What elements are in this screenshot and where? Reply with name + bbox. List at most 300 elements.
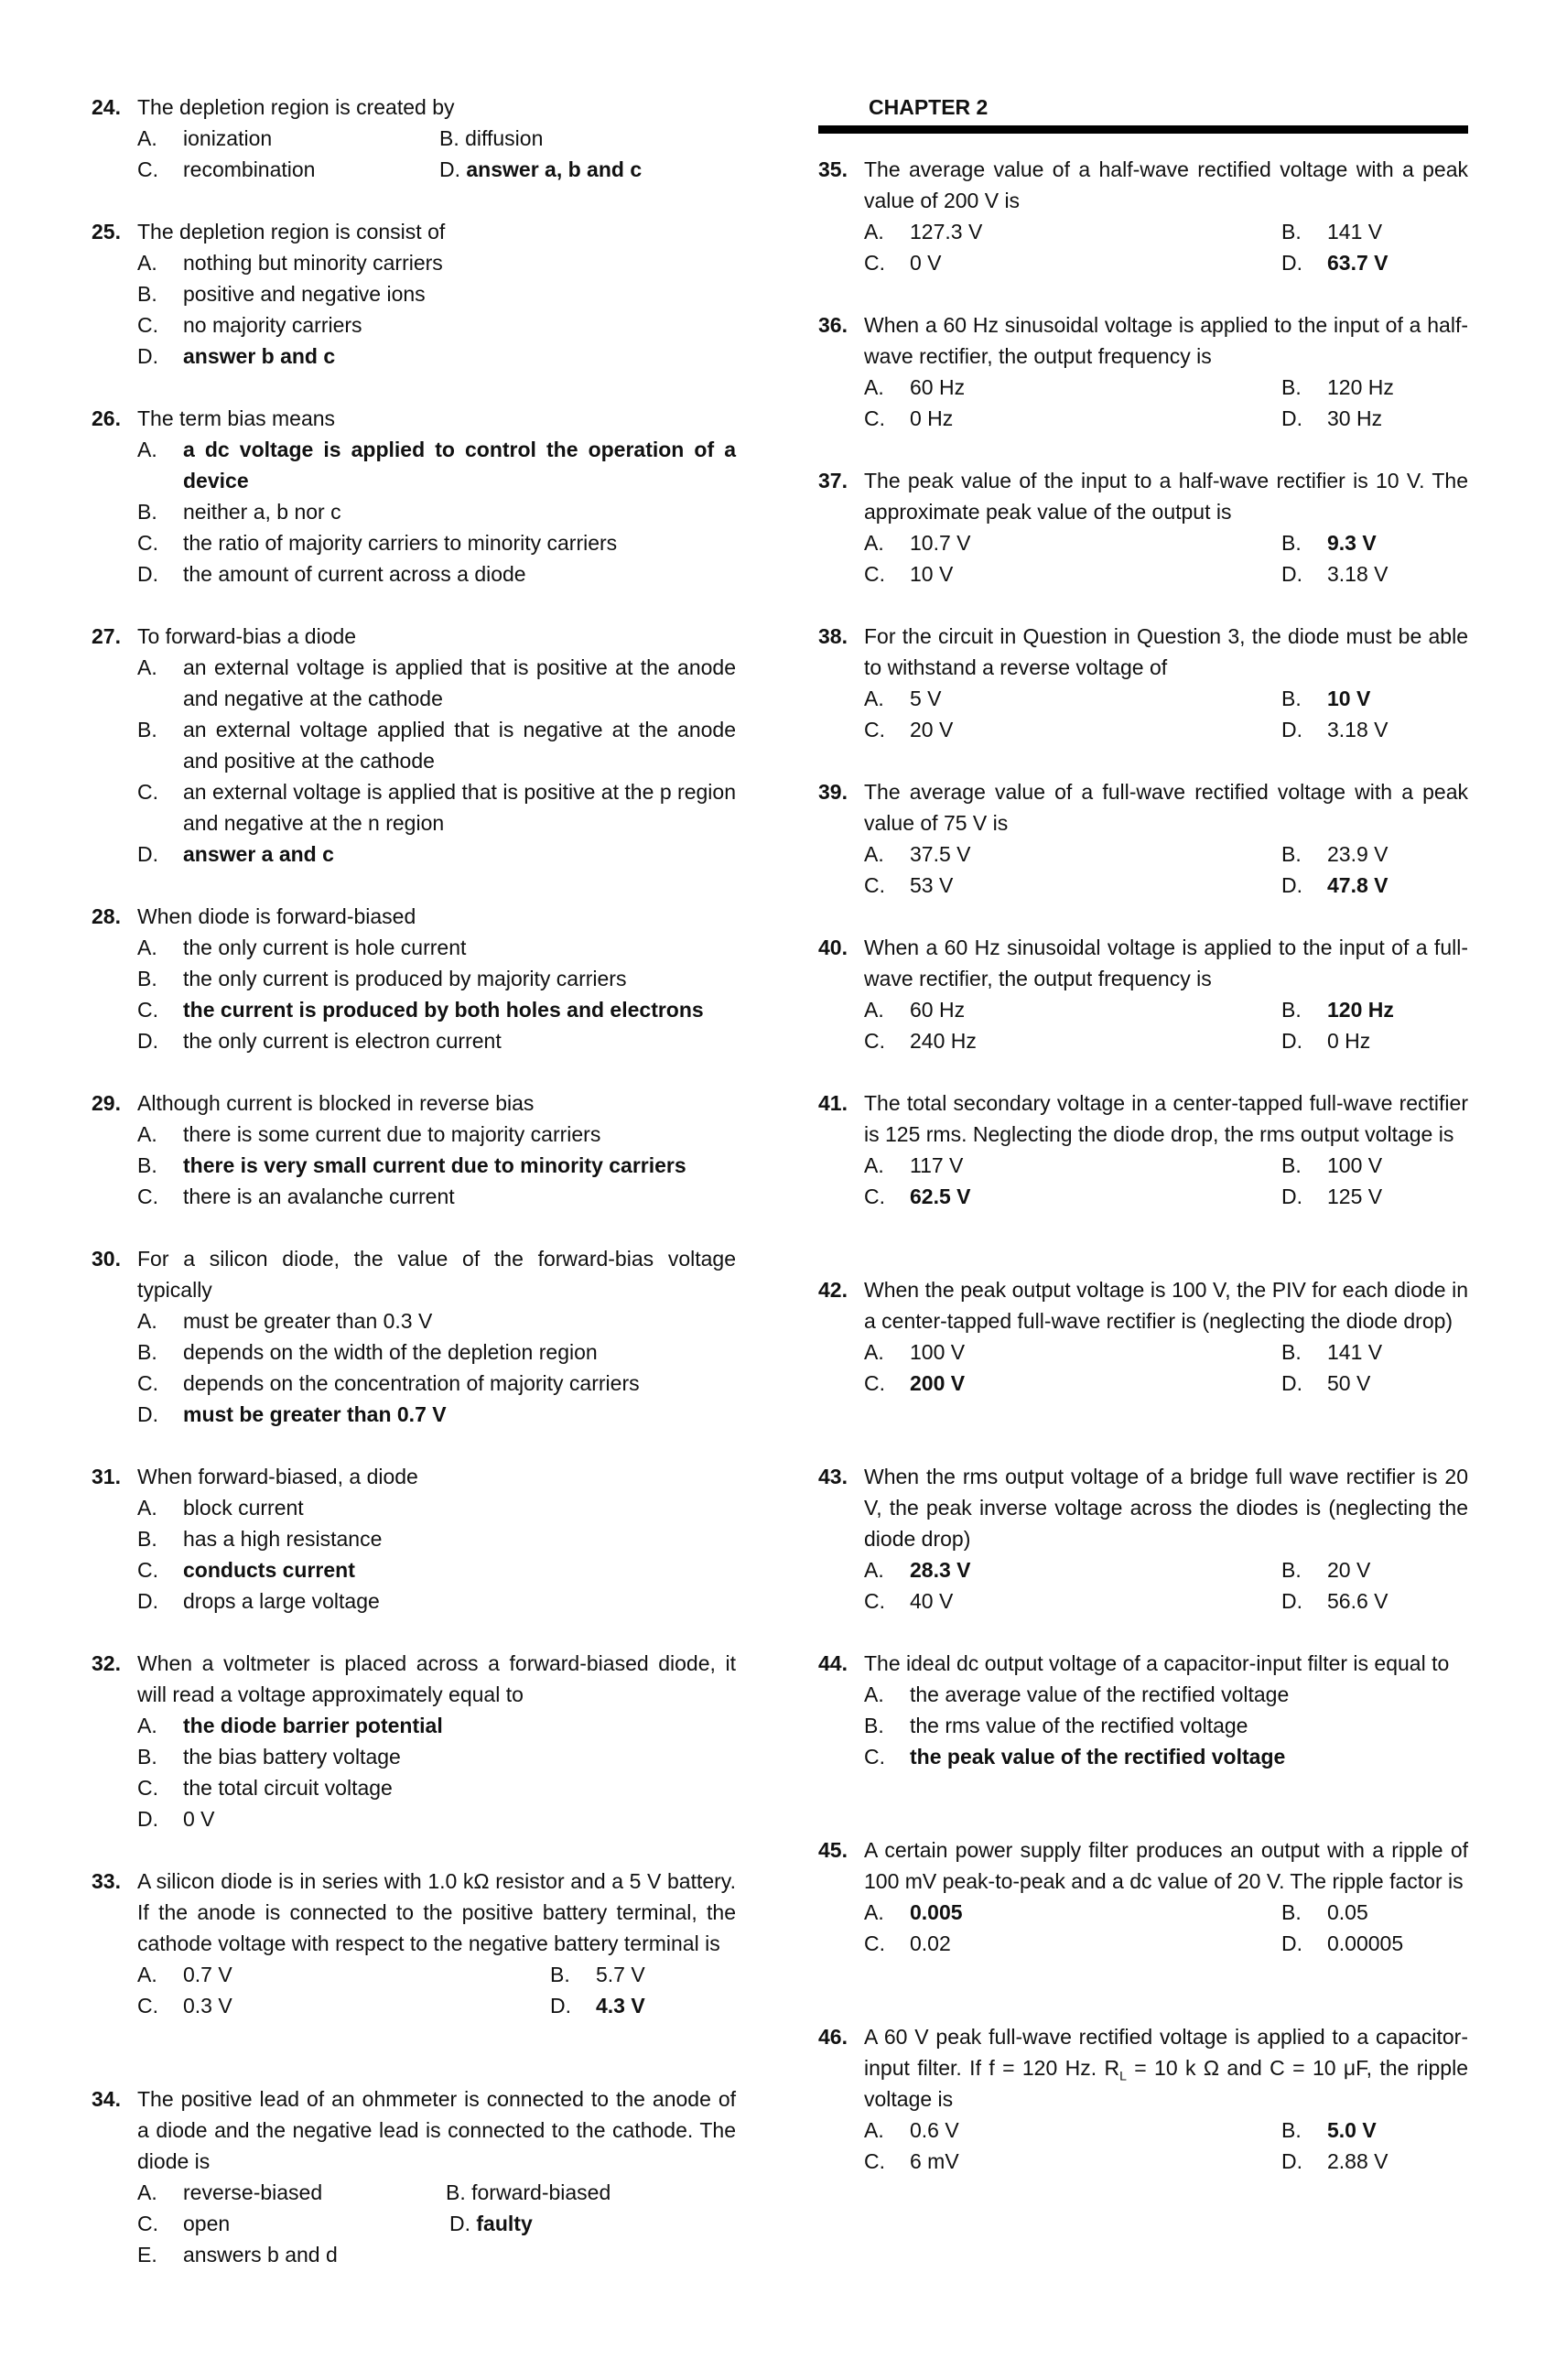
- option-d: [1281, 714, 1389, 745]
- option-letter: C.: [864, 251, 885, 275]
- option-text: the ratio of majority carriers to minority carriers: [183, 531, 618, 555]
- option-text: the diode barrier potential: [183, 1714, 443, 1737]
- option-text: 141 V: [1327, 1340, 1383, 1364]
- option-b-answer: [137, 1150, 736, 1181]
- option-letter: B.: [1281, 687, 1302, 710]
- option-text: ionization: [183, 126, 273, 150]
- option-c: [864, 1025, 977, 1056]
- option-d-answer: [137, 1399, 736, 1430]
- option-text: the rms value of the rectified voltage: [910, 1714, 1248, 1737]
- option-text: faulty: [476, 2212, 533, 2235]
- option-c: [864, 714, 953, 745]
- option-text: 0.05: [1327, 1900, 1368, 1924]
- option-letter: D.: [137, 1589, 158, 1613]
- option-letter: A.: [864, 1153, 884, 1177]
- option-text: 9.3 V: [1327, 531, 1377, 555]
- option-a: [864, 216, 982, 247]
- option-c: [137, 309, 736, 341]
- option-letter: A.: [864, 531, 884, 555]
- option-letter: C.: [137, 157, 158, 181]
- options-grid: [864, 1336, 1468, 1399]
- option-letter: D.: [1281, 2149, 1302, 2173]
- option-text: nothing but minority carriers: [183, 251, 443, 275]
- option-text: the only current is produced by majority carriers: [183, 967, 627, 990]
- question-stem: When a voltmeter is placed across a forward-biased diode, it will read a voltage approximately equal to: [137, 1651, 736, 1706]
- option-letter: D.: [1281, 562, 1302, 586]
- option-letter: D.: [137, 344, 158, 368]
- option-letter: B.: [1281, 375, 1302, 399]
- option-letter: B.: [137, 500, 157, 524]
- question-30: [92, 1243, 736, 1430]
- option-text: 2.88 V: [1327, 2149, 1389, 2173]
- option-letter: A.: [137, 1714, 157, 1737]
- option-letter: B.: [446, 2180, 466, 2204]
- option-text: 0 Hz: [910, 406, 954, 430]
- question-stem: [864, 2021, 1468, 2115]
- option-letter: D.: [1281, 1371, 1302, 1395]
- option-c: [137, 1990, 232, 2021]
- option-text: the total circuit voltage: [183, 1776, 393, 1800]
- option-d: [1281, 1928, 1403, 1959]
- option-text: the only current is electron current: [183, 1029, 502, 1053]
- option-text: drops a large voltage: [183, 1589, 380, 1613]
- option-b: [446, 2177, 611, 2208]
- option-b-answer: [1281, 2115, 1377, 2146]
- question-36: [818, 309, 1468, 434]
- options-grid: [864, 1554, 1468, 1617]
- question-stem: The peak value of the input to a half-wave rectifier is 10 V. The approximate peak value of the output is: [864, 469, 1468, 524]
- option-c-answer: [137, 1554, 736, 1585]
- option-a: [864, 1679, 1468, 1710]
- option-text: the amount of current across a diode: [183, 562, 526, 586]
- question-27: [92, 621, 736, 870]
- option-letter: B.: [137, 1745, 157, 1769]
- option-letter: D.: [550, 1994, 571, 2018]
- option-b: [137, 496, 736, 527]
- question-stem: When diode is forward-biased: [137, 904, 416, 928]
- question-stem: The positive lead of an ohmmeter is connected to the anode of a diode and the negative lead is connected to the cathode. The diode is: [137, 2087, 736, 2173]
- question-24: [92, 92, 736, 185]
- option-text: 100 V: [910, 1340, 966, 1364]
- option-a: [864, 1336, 965, 1368]
- question-number: 24.: [92, 95, 121, 119]
- option-text: 47.8 V: [1327, 873, 1389, 897]
- option-d: [1281, 1025, 1370, 1056]
- option-b-answer: [1281, 683, 1370, 714]
- question-number: 34.: [92, 2087, 121, 2111]
- option-text: 0.7 V: [183, 1963, 232, 1986]
- question-45: [818, 1834, 1468, 1959]
- option-text: reverse-biased: [183, 2180, 323, 2204]
- option-letter: B.: [137, 967, 157, 990]
- option-b: [137, 1336, 736, 1368]
- option-letter: C.: [864, 718, 885, 741]
- options-grid: [864, 372, 1468, 434]
- option-a: [137, 652, 736, 714]
- option-letter: A.: [864, 1558, 884, 1582]
- question-number: 42.: [818, 1278, 848, 1302]
- option-a: [864, 527, 971, 558]
- option-text: open: [183, 2212, 231, 2235]
- option-text: depends on the concentration of majority carriers: [183, 1371, 640, 1395]
- option-text: 23.9 V: [1327, 842, 1389, 866]
- question-stem: When a 60 Hz sinusoidal voltage is applied to the input of a full-wave rectifier, the output frequency is: [864, 936, 1468, 990]
- question-number: 31.: [92, 1465, 121, 1488]
- option-a: [137, 1305, 736, 1336]
- option-text: 37.5 V: [910, 842, 971, 866]
- question-number: 37.: [818, 469, 848, 492]
- option-letter: B.: [137, 1527, 157, 1551]
- question-35: [818, 154, 1468, 278]
- option-d: [1281, 558, 1389, 590]
- option-text: 0.005: [910, 1900, 963, 1924]
- question-stem: When forward-biased, a diode: [137, 1465, 418, 1488]
- option-letter: A.: [864, 375, 884, 399]
- option-text: diffusion: [465, 126, 544, 150]
- option-d-answer: [137, 341, 736, 372]
- option-d-answer: [449, 2208, 533, 2239]
- option-a: [864, 1150, 963, 1181]
- option-text: 141 V: [1327, 220, 1383, 243]
- option-c: [864, 870, 953, 901]
- option-letter: D.: [137, 1402, 158, 1426]
- option-b: [550, 1959, 645, 1990]
- option-letter: B.: [137, 718, 157, 741]
- option-a: [864, 372, 965, 403]
- option-text: positive and negative ions: [183, 282, 426, 306]
- question-number: 35.: [818, 157, 848, 181]
- option-letter: D.: [1281, 1029, 1302, 1053]
- option-letter: B.: [1281, 220, 1302, 243]
- question-stem: The ideal dc output voltage of a capacitor-input filter is equal to: [864, 1651, 1450, 1675]
- options-grid: [864, 2115, 1468, 2177]
- stem-part: = 10 k Ω and C = 10 μF, the ripple voltage is: [864, 2056, 1468, 2111]
- question-number: 25.: [92, 220, 121, 243]
- question-stem: The total secondary voltage in a center-tapped full-wave rectifier is 125 rms. Neglecting the diode drop, the rms output voltage is: [864, 1091, 1468, 1146]
- options-grid: [137, 2177, 736, 2270]
- question-34: [92, 2083, 736, 2270]
- option-text: 125 V: [1327, 1185, 1383, 1208]
- question-number: 38.: [818, 624, 848, 648]
- option-c: [137, 527, 736, 558]
- question-number: 40.: [818, 936, 848, 959]
- options-grid: [864, 1150, 1468, 1212]
- option-letter: B.: [1281, 1153, 1302, 1177]
- question-number: 28.: [92, 904, 121, 928]
- option-letter: D.: [1281, 1589, 1302, 1613]
- option-b: [1281, 216, 1382, 247]
- option-text: 0 V: [910, 251, 942, 275]
- option-text: 10 V: [1327, 687, 1371, 710]
- option-text: no majority carriers: [183, 313, 362, 337]
- option-letter: A.: [137, 2180, 157, 2204]
- question-42: [818, 1274, 1468, 1399]
- option-c: [137, 1368, 736, 1399]
- option-text: 50 V: [1327, 1371, 1371, 1395]
- question-number: 44.: [818, 1651, 848, 1675]
- option-letter: A.: [864, 687, 884, 710]
- option-text: 0.02: [910, 1931, 951, 1955]
- option-a: [137, 1119, 736, 1150]
- option-c: [864, 247, 942, 278]
- option-d: [137, 1025, 736, 1056]
- question-number: 41.: [818, 1091, 848, 1115]
- option-a: [137, 1492, 736, 1523]
- option-b: [1281, 838, 1389, 870]
- option-text: 0.6 V: [910, 2118, 959, 2142]
- option-b: [137, 278, 736, 309]
- question-stem: The depletion region is consist of: [137, 220, 446, 243]
- option-text: there is some current due to majority carriers: [183, 1122, 601, 1146]
- option-letter: A.: [864, 220, 884, 243]
- option-text: 4.3 V: [596, 1994, 645, 2018]
- option-c: [137, 154, 315, 185]
- option-letter: C.: [137, 531, 158, 555]
- option-b: [439, 123, 543, 154]
- option-letter: A.: [864, 2118, 884, 2142]
- option-d-answer: [550, 1990, 645, 2021]
- option-text: 0.3 V: [183, 1994, 232, 2018]
- question-stem: The average value of a half-wave rectified voltage with a peak value of 200 V is: [864, 157, 1468, 212]
- question-stem: To forward-bias a diode: [137, 624, 357, 648]
- option-text: 20 V: [910, 718, 954, 741]
- option-letter: A.: [137, 1122, 157, 1146]
- question-stem: A silicon diode is in series with 1.0 kΩ resistor and a 5 V battery. If the anode is connected to the positive battery terminal, the cathode voltage with respect to the negative battery terminal is: [137, 1869, 736, 1955]
- option-letter: D.: [1281, 1931, 1302, 1955]
- options-grid: [137, 1959, 736, 2021]
- option-letter: B.: [1281, 1340, 1302, 1364]
- option-c: [864, 403, 953, 434]
- option-letter: D.: [449, 2212, 470, 2235]
- option-text: 53 V: [910, 873, 954, 897]
- option-d-answer: [137, 838, 736, 870]
- question-stem: The depletion region is created by: [137, 95, 455, 119]
- option-a: [864, 994, 965, 1025]
- option-letter: D.: [439, 157, 460, 181]
- option-c: [137, 2208, 230, 2239]
- option-a: [137, 123, 272, 154]
- question-stem: A certain power supply filter produces an output with a ripple of 100 mV peak-to-peak and a dc value of 20 V. The ripple factor is: [864, 1838, 1468, 1893]
- option-d: [1281, 2146, 1389, 2177]
- stem-part: A 60 V peak full-wave rectified voltage is applied to a capacitor-input filter. If f = 120 Hz. R: [864, 2025, 1468, 2080]
- option-text: 10.7 V: [910, 531, 971, 555]
- question-stem: The average value of a full-wave rectified voltage with a peak value of 75 V is: [864, 780, 1468, 835]
- option-letter: B.: [439, 126, 459, 150]
- option-d: [1281, 1585, 1389, 1617]
- option-letter: D.: [1281, 718, 1302, 741]
- option-d: [137, 1803, 736, 1834]
- options-grid: [864, 1897, 1468, 1959]
- question-number: 30.: [92, 1247, 121, 1271]
- option-text: 240 Hz: [910, 1029, 977, 1053]
- option-letter: C.: [864, 1589, 885, 1613]
- option-e: [137, 2239, 338, 2270]
- option-letter: C.: [864, 1185, 885, 1208]
- option-c: [137, 1181, 736, 1212]
- option-letter: C.: [137, 998, 158, 1022]
- question-31: [92, 1461, 736, 1617]
- option-d: [1281, 1181, 1382, 1212]
- option-c: [864, 1585, 953, 1617]
- option-letter: B.: [1281, 1900, 1302, 1924]
- option-letter: C.: [137, 1185, 158, 1208]
- option-letter: B.: [137, 1340, 157, 1364]
- question-number: 36.: [818, 313, 848, 337]
- option-text: 56.6 V: [1327, 1589, 1389, 1613]
- option-letter: C.: [864, 1371, 885, 1395]
- option-c: [137, 1772, 736, 1803]
- option-a-answer: [864, 1554, 971, 1585]
- option-d: [137, 1585, 736, 1617]
- option-letter: D.: [137, 1807, 158, 1831]
- option-letter: A.: [137, 936, 157, 959]
- option-a: [137, 247, 736, 278]
- option-c-answer: [864, 1741, 1468, 1772]
- option-text: 200 V: [910, 1371, 966, 1395]
- question-28: [92, 901, 736, 1056]
- option-text: 40 V: [910, 1589, 954, 1613]
- option-text: recombination: [183, 157, 316, 181]
- chapter-heading: CHAPTER 2: [869, 95, 989, 119]
- question-43: [818, 1461, 1468, 1617]
- option-d: [1281, 1368, 1370, 1399]
- option-text: the only current is hole current: [183, 936, 467, 959]
- option-text: 0 V: [183, 1807, 215, 1831]
- question-number: 39.: [818, 780, 848, 804]
- option-text: must be greater than 0.3 V: [183, 1309, 433, 1333]
- option-letter: B.: [137, 1153, 157, 1177]
- option-letter: A.: [137, 251, 157, 275]
- option-text: 60 Hz: [910, 375, 966, 399]
- option-b: [864, 1710, 1468, 1741]
- option-text: 3.18 V: [1327, 562, 1389, 586]
- option-text: 127.3 V: [910, 220, 983, 243]
- option-letter: A.: [864, 842, 884, 866]
- option-text: forward-biased: [471, 2180, 611, 2204]
- option-letter: B.: [864, 1714, 884, 1737]
- option-text: 120 Hz: [1327, 998, 1394, 1022]
- option-text: must be greater than 0.7 V: [183, 1402, 447, 1426]
- option-text: 5.0 V: [1327, 2118, 1377, 2142]
- question-number: 29.: [92, 1091, 121, 1115]
- option-a-answer: [137, 1710, 736, 1741]
- option-letter: A.: [137, 438, 157, 461]
- option-text: block current: [183, 1496, 304, 1520]
- option-d-answer: [1281, 247, 1389, 278]
- option-letter: D.: [137, 562, 158, 586]
- option-text: an external voltage is applied that is positive at the p region and negative at the n region: [183, 780, 736, 835]
- question-25: [92, 216, 736, 372]
- option-text: 3.18 V: [1327, 718, 1389, 741]
- options-grid: [864, 683, 1468, 745]
- option-letter: E.: [137, 2243, 157, 2266]
- option-text: answer a and c: [183, 842, 334, 866]
- option-letter: B.: [1281, 531, 1302, 555]
- option-letter: A.: [137, 1496, 157, 1520]
- option-text: 6 mV: [910, 2149, 959, 2173]
- option-b: [1281, 1150, 1382, 1181]
- option-d-answer: [1281, 870, 1389, 901]
- question-32: [92, 1648, 736, 1834]
- option-letter: B.: [1281, 842, 1302, 866]
- option-letter: B.: [1281, 998, 1302, 1022]
- option-text: there is an avalanche current: [183, 1185, 455, 1208]
- option-a-answer: [137, 434, 736, 496]
- option-a: [137, 2177, 322, 2208]
- option-letter: A.: [137, 1963, 157, 1986]
- option-text: 0.00005: [1327, 1931, 1404, 1955]
- option-d-answer: [439, 154, 642, 185]
- question-37: [818, 465, 1468, 590]
- question-stem: When a 60 Hz sinusoidal voltage is applied to the input of a half-wave rectifier, the output frequency is: [864, 313, 1468, 368]
- option-letter: A.: [137, 126, 157, 150]
- options-grid: [864, 994, 1468, 1056]
- option-letter: C.: [137, 1776, 158, 1800]
- question-38: [818, 621, 1468, 745]
- option-letter: C.: [864, 2149, 885, 2173]
- option-text: answer a, b and c: [466, 157, 643, 181]
- question-39: [818, 776, 1468, 901]
- option-b: [1281, 1554, 1370, 1585]
- option-letter: C.: [137, 2212, 158, 2235]
- option-text: the peak value of the rectified voltage: [910, 1745, 1286, 1769]
- option-letter: D.: [1281, 1185, 1302, 1208]
- option-text: depends on the width of the depletion region: [183, 1340, 598, 1364]
- option-d: [1281, 403, 1382, 434]
- option-text: the average value of the rectified voltage: [910, 1682, 1290, 1706]
- question-26: [92, 403, 736, 590]
- question-44: [818, 1648, 1468, 1772]
- option-letter: C.: [864, 406, 885, 430]
- option-text: 10 V: [910, 562, 954, 586]
- options-grid: [864, 527, 1468, 590]
- option-c-answer: [137, 994, 736, 1025]
- option-text: 62.5 V: [910, 1185, 971, 1208]
- option-text: 28.3 V: [910, 1558, 971, 1582]
- options-grid: [137, 123, 736, 185]
- question-stem: When the rms output voltage of a bridge full wave rectifier is 20 V, the peak inverse voltage across the diodes is (neglecting the diode drop): [864, 1465, 1468, 1551]
- options-grid: [864, 216, 1468, 278]
- option-letter: B.: [1281, 1558, 1302, 1582]
- question-number: 26.: [92, 406, 121, 430]
- option-text: 117 V: [910, 1153, 964, 1177]
- question-number: 32.: [92, 1651, 121, 1675]
- option-letter: D.: [1281, 251, 1302, 275]
- option-c: [864, 1928, 951, 1959]
- option-letter: A.: [864, 1340, 884, 1364]
- option-letter: C.: [864, 1745, 885, 1769]
- option-b-answer: [1281, 527, 1377, 558]
- option-c: [864, 2146, 959, 2177]
- option-text: answers b and d: [183, 2243, 338, 2266]
- option-letter: A.: [864, 1900, 884, 1924]
- option-letter: C.: [137, 780, 158, 804]
- option-b-answer: [1281, 994, 1394, 1025]
- option-a: [864, 838, 971, 870]
- option-text: 5.7 V: [596, 1963, 645, 1986]
- option-b: [137, 714, 736, 776]
- option-letter: C.: [137, 1994, 158, 2018]
- option-letter: C.: [137, 1371, 158, 1395]
- option-a: [864, 683, 942, 714]
- option-c-answer: [864, 1368, 965, 1399]
- option-text: 120 Hz: [1327, 375, 1394, 399]
- option-text: 30 Hz: [1327, 406, 1383, 430]
- option-text: the current is produced by both holes and electrons: [183, 998, 704, 1022]
- option-text: 5 V: [910, 687, 942, 710]
- option-letter: C.: [137, 313, 158, 337]
- option-letter: C.: [864, 562, 885, 586]
